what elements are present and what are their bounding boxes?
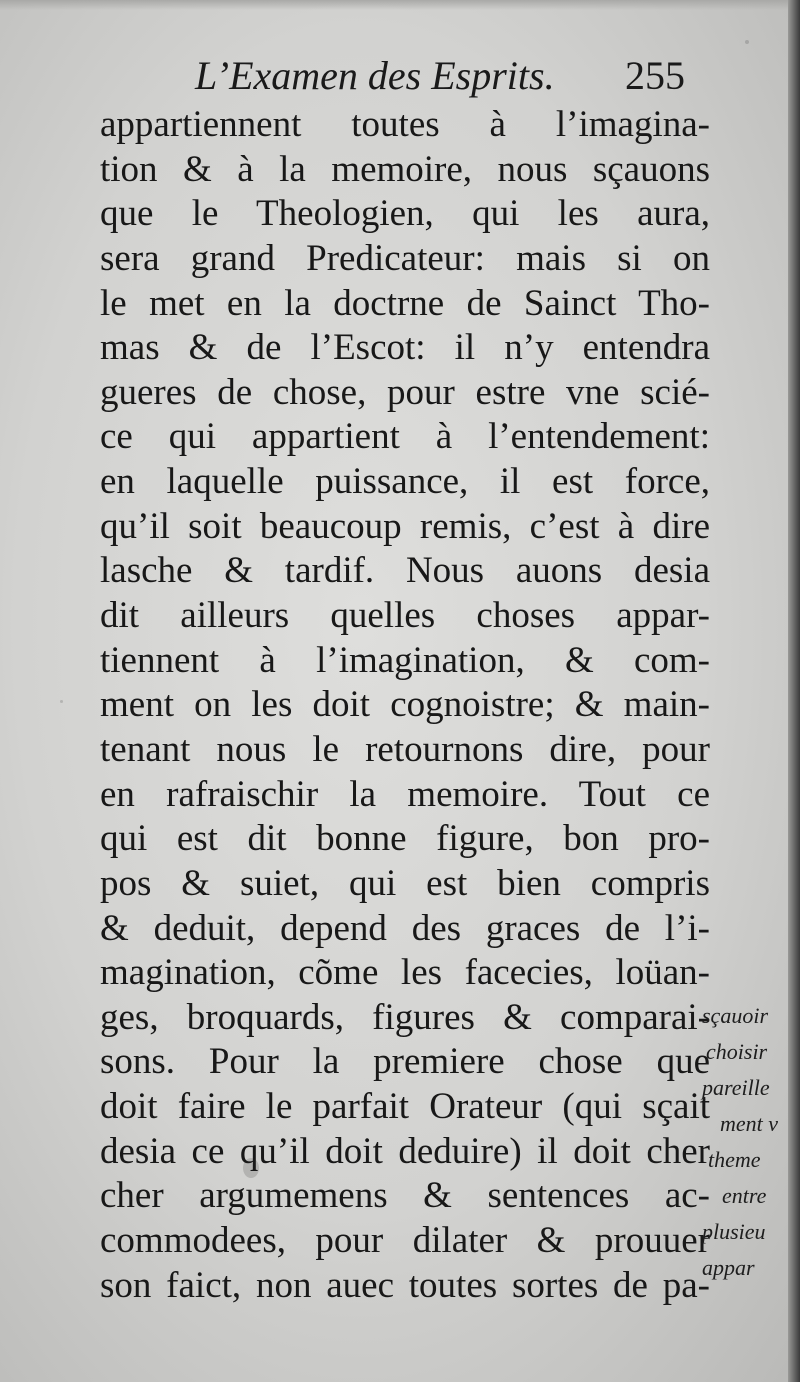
margin-note: sçauoir: [702, 1003, 768, 1028]
text-line: dit ailleurs quelles choses appar-: [100, 595, 710, 637]
text-line: qui est dit bonne figure, bon pro-: [100, 818, 710, 860]
text-line: qu’il soit beaucoup remis, c’est à dire: [100, 505, 710, 547]
text-line: commodees, pour dilater & prouuer: [100, 1220, 710, 1262]
text-line: son faict, non auec toutes sortes de pa-: [100, 1264, 710, 1306]
text-line: mas & de l’Escot: il n’y entendra: [100, 327, 710, 369]
text-line: ment on les doit cognoistre; & main-: [100, 684, 710, 726]
text-line: tenant nous le retournons dire, pour: [100, 728, 710, 770]
text-line: doit faire le parfait Orateur (qui sçait: [100, 1086, 710, 1128]
page-header: [195, 50, 695, 102]
text-line: pos & suiet, qui est bien compris: [100, 862, 710, 904]
text-line: tiennent à l’imagination, & com-: [100, 639, 710, 681]
text-line: gueres de chose, pour estre vne scié-: [100, 371, 710, 413]
text-line: desia ce qu’il doit deduire) il doit cher: [100, 1130, 710, 1172]
page-number: 255: [625, 53, 685, 98]
text-line: cher argumemens & sentences ac-: [100, 1175, 710, 1217]
text-line: sera grand Predicateur: mais si on: [100, 237, 710, 279]
text-line: lasche & tardif. Nous auons desia: [100, 550, 710, 592]
margin-note: ment v: [720, 1111, 779, 1136]
text-line: que le Theologien, qui les aura,: [100, 193, 710, 235]
paper-speck: [60, 700, 63, 703]
text-line: magination, cõme les facecies, loüan-: [100, 952, 710, 994]
page-top-edge: [0, 0, 800, 10]
text-line: sons. Pour la premiere chose que: [100, 1041, 710, 1083]
text-line: en laquelle puissance, il est force,: [100, 461, 710, 503]
text-line: tion & à la memoire, nous sçauons: [100, 148, 710, 190]
margin-note: pareille: [702, 1075, 770, 1100]
running-title: L’Examen des Esprits.: [195, 53, 555, 98]
ink-blot: [243, 1158, 259, 1178]
paper-speck: [745, 40, 749, 44]
handwritten-marginalia: [702, 998, 800, 1286]
text-line: appartiennent toutes à l’imagina-: [100, 104, 710, 145]
body-text: [100, 103, 710, 1308]
margin-note: appar: [702, 1255, 755, 1280]
text-line: ce qui appartient à l’entendement:: [100, 416, 710, 458]
text-line: le met en la doctrne de Sainct Tho-: [100, 282, 710, 324]
text-line: & deduit, depend des graces de l’i-: [100, 907, 710, 949]
text-line: en rafraischir la memoire. Tout ce: [100, 773, 710, 815]
margin-note: choisir: [706, 1039, 768, 1064]
text-line: ges, broquards, figures & comparai-: [100, 996, 710, 1038]
margin-note: plusieu: [702, 1219, 766, 1244]
margin-note: entre: [722, 1183, 767, 1208]
margin-note: theme: [708, 1147, 761, 1172]
